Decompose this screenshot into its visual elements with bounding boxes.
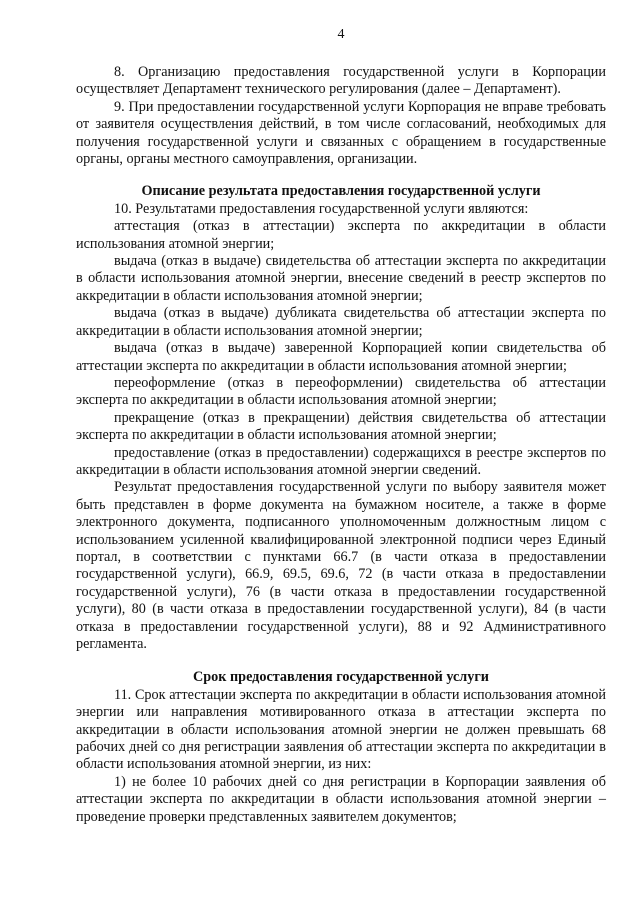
- section-gap: [76, 168, 606, 183]
- result-item-attestation: аттестация (отказ в аттестации) эксперта по аккредитации в области использования атомной энергии;: [76, 218, 606, 252]
- paragraph-11: 11. Срок аттестации эксперта по аккредитации в области использования атомной энергии или направления мотивированного отказа в аттестации эксперта по аккредитации в области использования атомной энергии не должен превышать 68 рабочих дней со дня регистрации заявления об аттестации эксперта по аккредитации в области использования атомной энергии, из них:: [76, 686, 606, 773]
- section-heading-result: Описание результата предоставления государственной услуги: [141, 183, 541, 200]
- result-item-registry-info: предоставление (отказ в предоставлении) содержащихся в реестре экспертов по аккредитации в области использования атомной энергии сведений.: [76, 444, 606, 478]
- term-item-1: 1) не более 10 рабочих дней со дня регистрации в Корпорации заявления об аттестации эксперта по аккредитации в области использования атомной энергии – проведение проверки представленных заявителем документов;: [76, 773, 606, 825]
- result-form-paragraph: Результат предоставления государственной услуги по выбору заявителя может быть представлен в форме документа на бумажном носителе, а также в форме электронного документа, подписанного уполномоченным должностным лицом с использованием усиленной квалифицированной электронной подписи через Единый портал, в соответствии с пунктами 66.7 (в части отказа в предоставлении государственной услуги), 66.9, 69.5, 69.6, 72 (в части отказа в предоставлении государственной услуги), 76 (в части отказа в предоставлении государственной услуги), 80 (в части отказа в предоставлении государственной услуги), 84 (в части отказа в предоставлении государственной услуги), 88 и 92 Административного регламента.: [76, 479, 606, 652]
- section-gap: [76, 653, 606, 669]
- document-page: [76, 26, 606, 826]
- result-item-termination: прекращение (отказ в прекращении) действия свидетельства об аттестации эксперта по аккредитации в области использования атомной энергии;: [76, 409, 606, 444]
- section-heading-term: Срок предоставления государственной услуги: [193, 669, 489, 686]
- paragraph-10: 10. Результатами предоставления государственной услуги являются:: [114, 200, 529, 217]
- result-item-certificate: выдача (отказ в выдаче) свидетельства об аттестации эксперта по аккредитации в области использования атомной энергии, внесение сведений в реестр экспертов по аккредитации в области использования атомной энергии;: [76, 253, 606, 304]
- result-item-copy: выдача (отказ в выдаче) заверенной Корпорацией копии свидетельства об аттестации эксперта по аккредитации в области использования атомной энергии;: [76, 340, 606, 374]
- paragraph-8: 8. Организацию предоставления государственной услуги в Корпорации осуществляет Департамент технического регулирования (далее – Департамент).: [76, 64, 606, 98]
- result-item-duplicate: выдача (отказ в выдаче) дубликата свидетельства об аттестации эксперта по аккредитации в области использования атомной энергии;: [76, 305, 606, 339]
- result-item-reissue: переоформление (отказ в переоформлении) свидетельства об аттестации эксперта по аккредитации в области использования атомной энергии;: [76, 374, 606, 409]
- paragraph-9: 9. При предоставлении государственной услуги Корпорация не вправе требовать от заявителя осуществления действий, в том числе согласований, необходимых для получения государственной услуги и связанных с обращением в государственные органы, органы местного самоуправления, организации.: [76, 98, 606, 168]
- page-number: 4: [337, 27, 345, 42]
